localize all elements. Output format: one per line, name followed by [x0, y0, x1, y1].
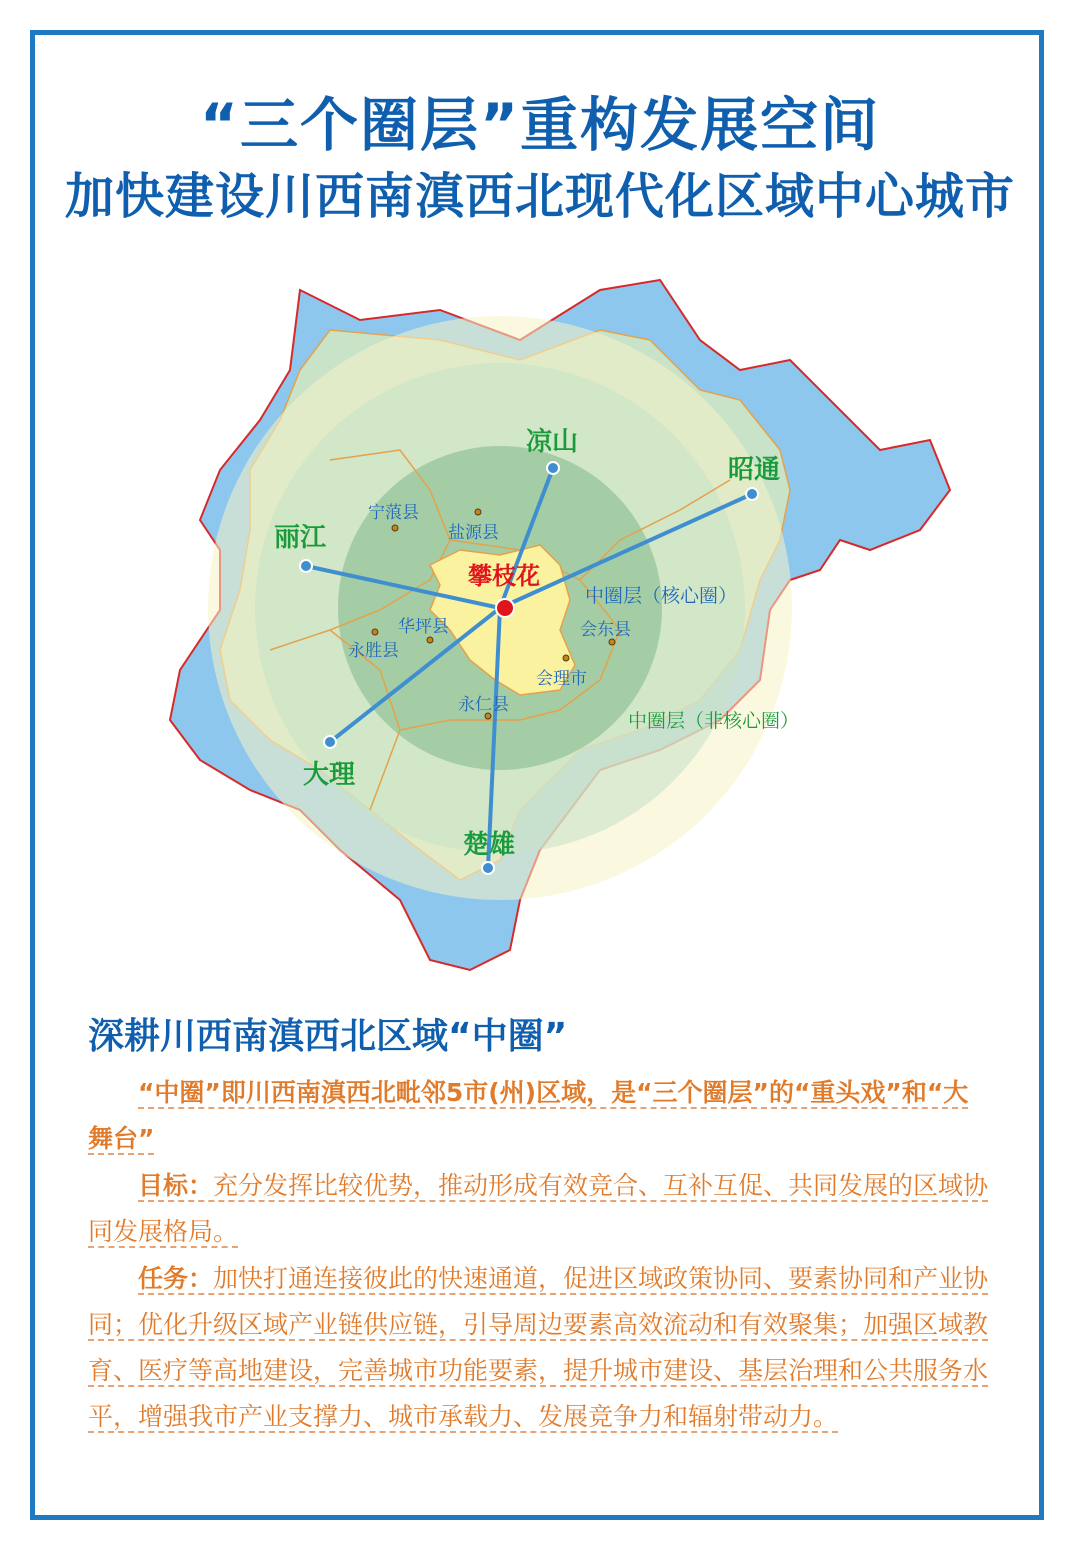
page-title-line2: 加快建设川西南滇西北现代化区域中心城市 — [64, 168, 1015, 225]
task-paragraph — [88, 1256, 993, 1440]
center-city-label: 攀枝花 — [468, 562, 540, 590]
city-dot-dali — [324, 736, 336, 748]
city-dot-chuxiong — [482, 862, 494, 874]
city-dot-lijiang — [300, 560, 312, 572]
goal-label: 目标： — [138, 1171, 214, 1200]
county-label-huaping: 华坪县 — [398, 617, 449, 637]
region-map — [0, 250, 1080, 990]
county-label-yongsheng: 永胜县 — [348, 641, 399, 661]
county-label-huidong: 会东县 — [580, 620, 631, 640]
task-text: 加快打通连接彼此的快速通道，促进区域政策协同、要素协同和产业协同；优化升级区域产业链供应链，引导周边要素高效流动和有效聚集；加强区域教育、医疗等高地建设，完善城市功能要素，提升城市建设、基层治理和公共服务水平，增强我市产业支撑力、城市承载力、发展竞争力和辐射带动力。 — [88, 1264, 989, 1431]
county-label-ninglang: 宁蒗县 — [368, 503, 419, 523]
section-title: 深耕川西南滇西北区域“中圈” — [88, 1016, 568, 1057]
city-label-liangshan: 凉山 — [526, 427, 579, 457]
center-dot — [496, 599, 514, 617]
city-dot-liangshan — [547, 462, 559, 474]
page-title-line1: “三个圈层”重构发展空间 — [199, 91, 881, 159]
city-dot-zhaotong — [746, 488, 758, 500]
intro-paragraph — [88, 1070, 993, 1162]
city-label-chuxiong: 楚雄 — [463, 830, 516, 860]
goal-text: 充分发挥比较优势，推动形成有效竞合、互补互促、共同发展的区域协同发展格局。 — [88, 1171, 989, 1246]
city-label-lijiang: 丽江 — [274, 523, 327, 553]
ring-label-core: 中圈层（核心圈） — [585, 585, 738, 607]
county-label-yongren: 永仁县 — [458, 695, 509, 715]
ring-label-noncore: 中圈层（非核心圈） — [628, 710, 800, 732]
task-label: 任务： — [138, 1264, 214, 1293]
county-label-yanyuan: 盐源县 — [448, 523, 499, 543]
goal-paragraph — [88, 1163, 993, 1255]
county-label-huili: 会理市 — [536, 669, 587, 689]
intro-text: “中圈”即川西南滇西北毗邻5市(州)区域，是“三个圈层”的“重头戏”和“大舞台” — [88, 1078, 969, 1153]
city-label-dali: 大理 — [303, 760, 356, 790]
city-label-zhaotong: 昭通 — [728, 455, 781, 485]
